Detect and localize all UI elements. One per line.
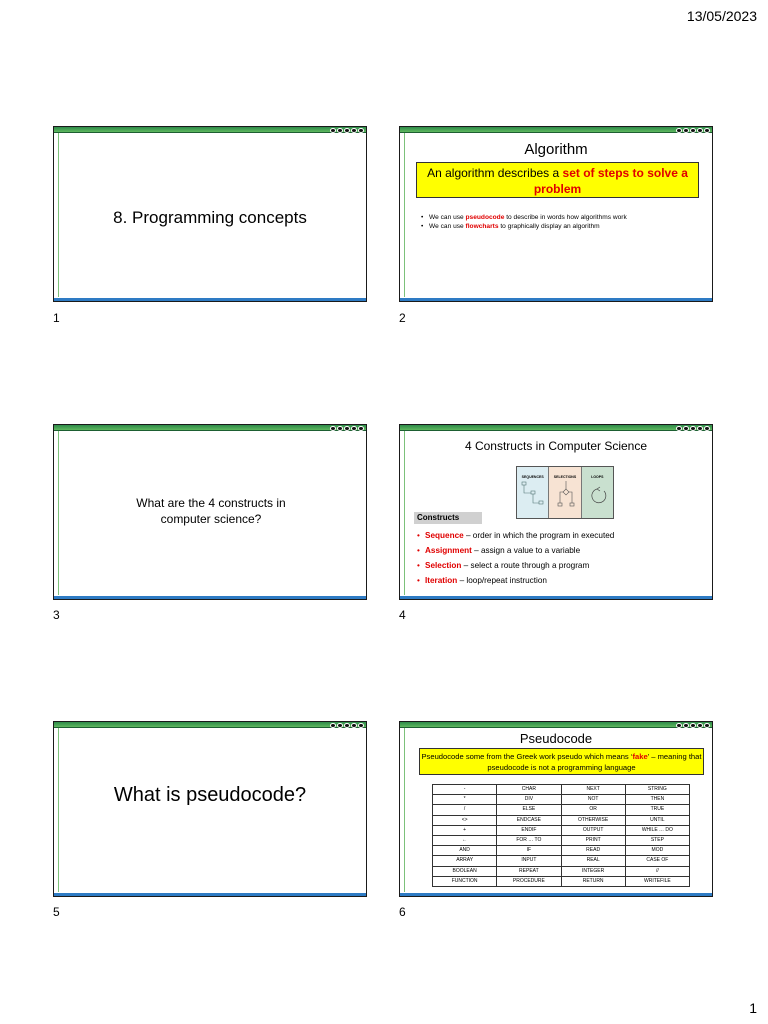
selection-branch-icon <box>551 479 581 519</box>
table-cell: + <box>433 825 497 835</box>
slide-thumbnail-2 <box>399 126 713 302</box>
slide-number: 1 <box>53 311 60 325</box>
slide-thumbnail-4 <box>399 424 713 600</box>
slide-left-line <box>404 728 405 892</box>
table-cell: ← <box>433 835 497 845</box>
bullet-list <box>420 213 627 231</box>
table-cell: STEP <box>625 835 689 845</box>
table-row <box>433 835 690 845</box>
construct-item: • Iteration – loop/repeat instruction <box>416 573 614 588</box>
table-cell: FOR … TO <box>497 835 561 845</box>
page-number: 1 <box>749 1000 757 1016</box>
table-cell: PROCEDURE <box>497 876 561 886</box>
table-row <box>433 825 690 835</box>
slide-thumbnail-6 <box>399 721 713 897</box>
table-row <box>433 846 690 856</box>
table-cell: ELSE <box>497 805 561 815</box>
table-cell: INTEGER <box>561 866 625 876</box>
constructs-diagram-image <box>516 466 614 519</box>
slide-top-bar <box>54 425 366 431</box>
construct-item: • Selection – select a route through a program <box>416 558 614 573</box>
table-cell: * <box>433 795 497 805</box>
slide-left-line <box>58 431 59 595</box>
slide-title: What is pseudocode? <box>113 784 307 806</box>
slide-bottom-line <box>400 298 712 301</box>
construct-item: • Sequence – order in which the program in executed <box>416 528 614 543</box>
slide-number: 4 <box>399 608 406 622</box>
slide-title: Pseudocode <box>519 731 593 746</box>
constructs-label: Constructs <box>414 512 482 524</box>
table-cell: AND <box>433 846 497 856</box>
table-cell: MOD <box>625 846 689 856</box>
slide-badges <box>330 425 364 431</box>
slide-top-bar <box>54 127 366 133</box>
table-cell: OUTPUT <box>561 825 625 835</box>
table-cell: // <box>625 866 689 876</box>
table-cell: RETURN <box>561 876 625 886</box>
table-cell: STRING <box>625 785 689 795</box>
slide-bottom-line <box>54 596 366 599</box>
pseudocode-keyword-table <box>432 784 690 887</box>
definition-text: An algorithm describes a <box>427 166 563 180</box>
sequences-label: SEQUENCES <box>521 475 544 479</box>
definition-highlight: fake <box>632 752 648 761</box>
table-cell: THEN <box>625 795 689 805</box>
definition-box <box>416 162 699 198</box>
table-cell: TRUE <box>625 805 689 815</box>
table-row <box>433 866 690 876</box>
slide-title: Algorithm <box>524 141 588 158</box>
table-row <box>433 815 690 825</box>
table-cell: OTHERWISE <box>561 815 625 825</box>
constructs-list <box>416 528 614 588</box>
handout-date: 13/05/2023 <box>686 8 757 24</box>
table-cell: WHILE … DO <box>625 825 689 835</box>
table-row <box>433 795 690 805</box>
table-cell: PRINT <box>561 835 625 845</box>
table-cell: NOT <box>561 795 625 805</box>
table-cell: REAL <box>561 856 625 866</box>
table-row <box>433 785 690 795</box>
bullet-item: • We can use pseudocode to describe in words how algorithms work <box>420 213 627 222</box>
table-row <box>433 805 690 815</box>
slide-number: 5 <box>53 905 60 919</box>
slide-top-bar <box>400 127 712 133</box>
slide-bottom-line <box>54 893 366 896</box>
loop-circle-icon <box>584 479 614 519</box>
slide-thumbnail-3 <box>53 424 367 600</box>
table-cell: - <box>433 785 497 795</box>
table-cell: FUNCTION <box>433 876 497 886</box>
definition-text: Pseudocode some from the Greek work pseudo which means ‘ <box>421 752 633 761</box>
slide-thumbnail-5 <box>53 721 367 897</box>
sequence-flow-icon <box>519 479 549 519</box>
bullet-item: • We can use flowcharts to graphically display an algorithm <box>420 222 627 231</box>
slide-badges <box>330 127 364 133</box>
construct-item: • Assignment – assign a value to a variable <box>416 543 614 558</box>
table-cell: BOOLEAN <box>433 866 497 876</box>
loops-panel <box>582 467 613 518</box>
table-cell: NEXT <box>561 785 625 795</box>
table-row <box>433 856 690 866</box>
table-cell: OR <box>561 805 625 815</box>
table-cell: CASE OF <box>625 856 689 866</box>
slide-title: What are the 4 constructs in computer science? <box>136 496 286 526</box>
slide-badges <box>676 127 710 133</box>
slide-badges <box>676 425 710 431</box>
slide-left-line <box>58 728 59 892</box>
slide-bottom-line <box>400 893 712 896</box>
slide-title: 4 Constructs in Computer Science <box>464 439 648 453</box>
table-cell: <> <box>433 815 497 825</box>
slide-bottom-line <box>54 298 366 301</box>
table-cell: / <box>433 805 497 815</box>
slide-top-bar <box>400 425 712 431</box>
slide-number: 6 <box>399 905 406 919</box>
slide-bottom-line <box>400 596 712 599</box>
slide-top-bar <box>400 722 712 728</box>
slide-top-bar <box>54 722 366 728</box>
definition-text-end: ’ – meaning that pseudocode is not a programming language <box>487 752 702 772</box>
table-cell: IF <box>497 846 561 856</box>
table-cell: READ <box>561 846 625 856</box>
slide-badges <box>676 722 710 728</box>
sequences-panel <box>517 467 549 518</box>
selections-label: SELECTIONS <box>553 475 577 479</box>
table-cell: ENDCASE <box>497 815 561 825</box>
selections-panel <box>549 467 581 518</box>
table-cell: CHAR <box>497 785 561 795</box>
slide-thumbnail-1 <box>53 126 367 302</box>
table-cell: UNTIL <box>625 815 689 825</box>
slide-number: 2 <box>399 311 406 325</box>
slide-left-line <box>404 431 405 595</box>
table-cell: ARRAY <box>433 856 497 866</box>
table-cell: REPEAT <box>497 866 561 876</box>
table-cell: ENDIF <box>497 825 561 835</box>
table-cell: WRITEFILE <box>625 876 689 886</box>
table-row <box>433 876 690 886</box>
table-cell: INPUT <box>497 856 561 866</box>
table-cell: DIV <box>497 795 561 805</box>
slide-title: 8. Programming concepts <box>113 208 307 227</box>
slide-badges <box>330 722 364 728</box>
definition-box <box>419 748 704 775</box>
definition-highlight: set of steps to solve a problem <box>533 166 688 196</box>
slide-number: 3 <box>53 608 60 622</box>
loops-label: LOOPS <box>591 475 604 479</box>
